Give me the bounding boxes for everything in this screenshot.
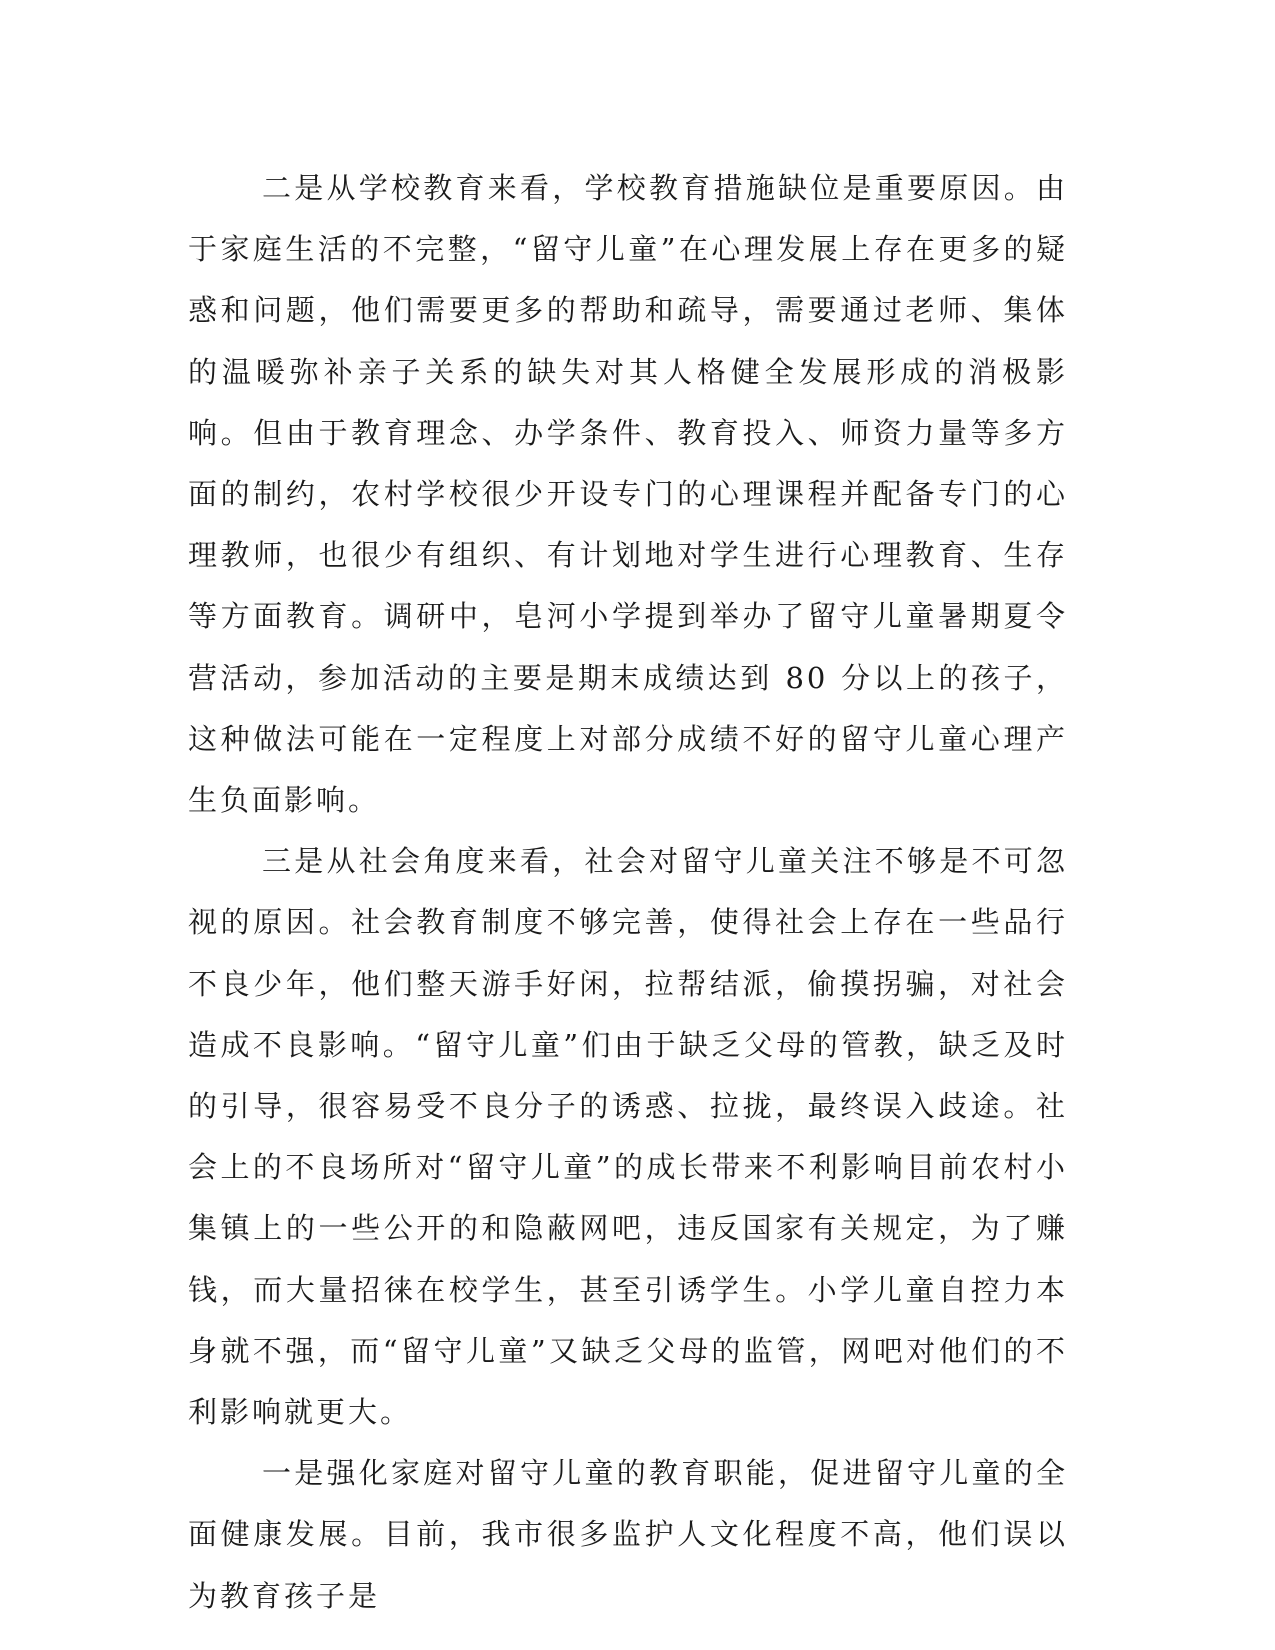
paragraph-family-education: 一是强化家庭对留守儿童的教育职能，促进留守儿童的全面健康发展。目前，我市很多监护人文化程度不高，他们误以为教育孩子是	[188, 1456, 1068, 1613]
paragraph-school-education: 二是从学校教育来看，学校教育措施缺位是重要原因。由于家庭生活的不完整，“留守儿童”在心理发展上存在更多的疑惑和问题，他们需要更多的帮助和疏导，需要通过老师、集体的温暖弥补亲子关系的缺失对其人格健全发展形成的消极影响。但由于教育理念、办学条件、教育投入、师资力量等多方面的制约，农村学校很少开设专门的心理课程并配备专门的心理教师，也很少有组织、有计划地对学生进行心理教育、生存等方面教育。调研中，皂河小学提到举办了留守儿童暑期夏令营活动，参加活动的主要是期末成绩达到 80 分以上的孩子，这种做法可能在一定程度上对部分成绩不好的留守儿童心理产生负面影响。	[188, 171, 1068, 818]
document-page	[188, 158, 1068, 1627]
paragraph-social-perspective: 三是从社会角度来看，社会对留守儿童关注不够是不可忽视的原因。社会教育制度不够完善，使得社会上存在一些品行不良少年，他们整天游手好闲，拉帮结派，偷摸拐骗，对社会造成不良影响。“留守儿童”们由于缺乏父母的管教，缺乏及时的引导，很容易受不良分子的诱惑、拉拢，最终误入歧途。社会上的不良场所对“留守儿童”的成长带来不利影响目前农村小集镇上的一些公开的和隐蔽网吧，违反国家有关规定，为了赚钱，而大量招徕在校学生，甚至引诱学生。小学儿童自控力本身就不强，而“留守儿童”又缺乏父母的监管，网吧对他们的不利影响就更大。	[188, 844, 1068, 1430]
